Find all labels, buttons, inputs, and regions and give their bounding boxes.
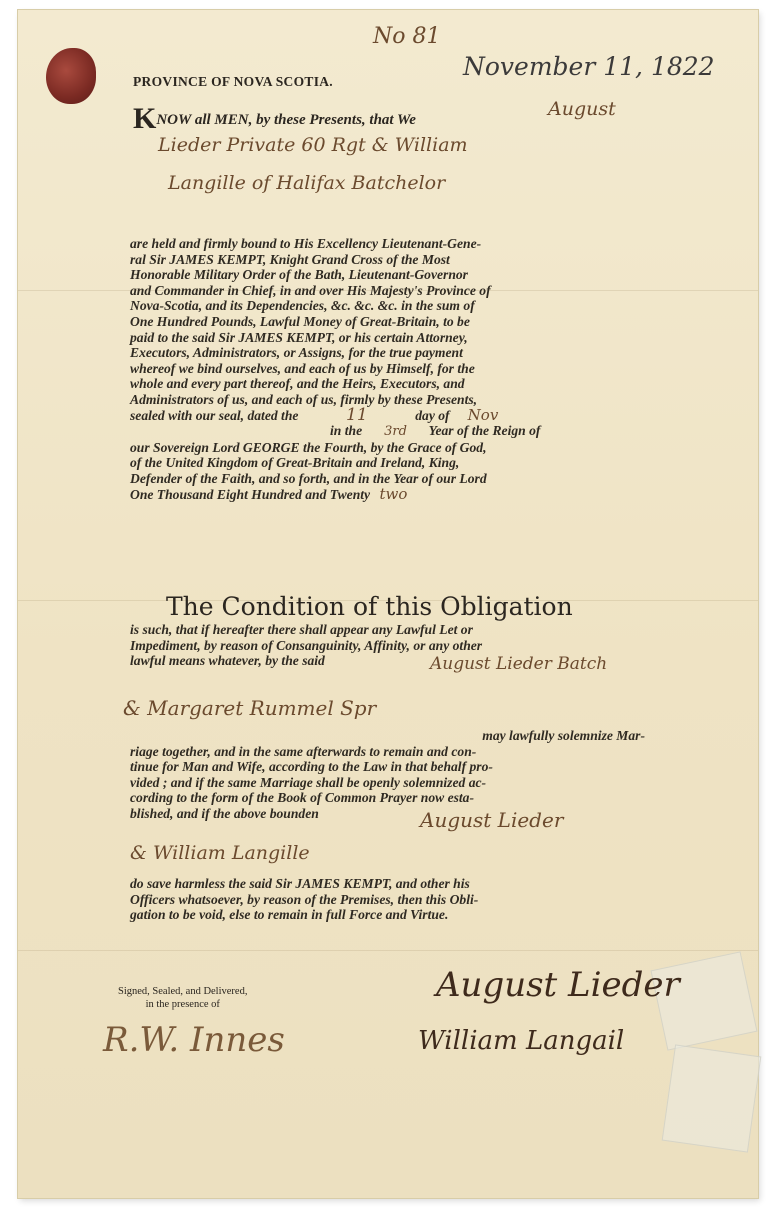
hand-bride: & Margaret Rummel Spr: [123, 696, 377, 720]
condition-line: Officers whatsoever, by reason of the Premises, then this Obli-: [130, 891, 479, 907]
condition-line: riage together, and in the same afterwards to remain and con-: [130, 743, 477, 759]
bond-line: whereof we bind ourselves, and each of us by Himself, for the: [130, 360, 475, 376]
day-of-label: day of: [415, 407, 450, 423]
hand-name-1: August: [548, 98, 616, 120]
wax-seal: [46, 48, 96, 104]
signed-line-2: in the presence of: [145, 999, 220, 1010]
province-title: PROVINCE OF NOVA SCOTIA.: [133, 74, 333, 89]
bond-line: Defender of the Faith, and so forth, and in the Year of our Lord: [130, 470, 487, 486]
hand-name-2: Lieder Private 60 Rgt & William: [158, 134, 468, 156]
condition-line: may lawfully solemnize Mar-: [482, 728, 645, 743]
bond-line: whole and every part thereof, and the Heirs, Executors, and: [130, 376, 465, 392]
hand-groom: August Lieder Batch: [430, 654, 608, 674]
condition-line: is such, that if hereafter there shall appear any Lawful Let or: [130, 622, 473, 637]
condition-line: do save harmless the said Sir JAMES KEMPT, and other his: [130, 876, 470, 891]
hand-month: Nov: [467, 405, 499, 424]
condition-paragraph-3: [130, 876, 645, 923]
condition-line: lawful means whatever, by the said: [130, 653, 325, 669]
condition-line: tinue for Man and Wife, according to the Law in that behalf pro-: [130, 759, 493, 775]
signed-sealed-block: [118, 985, 247, 1011]
drop-cap: K: [133, 102, 157, 135]
document-number: No 81: [373, 24, 441, 49]
bond-paragraph: [130, 236, 645, 502]
bond-line: ral Sir JAMES KEMPT, Knight Grand Cross of the Most: [130, 251, 450, 267]
document-page: [18, 10, 758, 1198]
bond-line: are held and firmly bound to His Excellency Lieutenant-Gene-: [130, 236, 482, 251]
bond-line: of the United Kingdom of Great-Britain and Ireland, King,: [130, 455, 460, 471]
hand-name-3: Langille of Halifax Batchelor: [168, 172, 446, 194]
bond-line: Nova-Scotia, and its Dependencies, &c. &c. &c. in the sum of: [130, 298, 475, 314]
condition-paragraph-2: [130, 728, 645, 822]
know-all-men-line: [133, 102, 416, 136]
signature-william: William Langail: [418, 1026, 625, 1056]
bond-line: Executors, Administrators, or Assigns, for the true payment: [130, 345, 463, 361]
hand-bounden-2: & William Langille: [130, 842, 310, 864]
document-date: November 11, 1822: [463, 52, 715, 81]
witness-signature: R.W. Innes: [103, 1020, 285, 1060]
signed-line-1: Signed, Sealed, and Delivered,: [118, 986, 248, 997]
bond-line: [130, 404, 645, 425]
condition-line: vided ; and if the same Marriage shall be openly solemnized ac-: [130, 774, 487, 790]
bond-line: our Sovereign Lord GEORGE the Fourth, by the Grace of God,: [130, 439, 487, 455]
hand-reign-year: 3rd: [384, 424, 407, 440]
signature-august-lieder: August Lieder: [436, 965, 680, 1005]
hand-bounden-1: August Lieder: [420, 808, 564, 832]
fold-line: [18, 950, 758, 951]
tape-piece: [662, 1044, 762, 1152]
dated-label: sealed with our seal, dated the: [130, 407, 299, 423]
condition-line: cording to the form of the Book of Common Prayer now esta-: [130, 790, 475, 806]
know-text: NOW all MEN, by these Presents, that We: [156, 112, 416, 128]
condition-line: gation to be void, else to remain in full Force and Virtue.: [130, 907, 449, 923]
bond-line: [130, 423, 645, 440]
bond-line: [130, 484, 645, 503]
condition-heading: The Condition of this Obligation: [166, 592, 573, 621]
bond-line: paid to the said Sir JAMES KEMPT, or his certain Attorney,: [130, 329, 468, 345]
bond-line: Administrators of us, and each of us, firmly by these Presents,: [130, 391, 478, 407]
year-label: One Thousand Eight Hundred and Twenty: [130, 486, 371, 502]
condition-line: blished, and if the above bounden: [130, 805, 319, 821]
bond-line: One Hundred Pounds, Lawful Money of Great-Britain, to be: [130, 313, 470, 329]
hand-year: two: [379, 484, 408, 503]
bond-line: and Commander in Chief, in and over His Majesty's Province of: [130, 282, 491, 298]
in-the-label: in the: [330, 423, 363, 439]
reign-label: Year of the Reign of: [428, 423, 541, 439]
bond-line: Honorable Military Order of the Bath, Lieutenant-Governor: [130, 267, 468, 283]
hand-day: 11: [346, 404, 368, 425]
condition-line: Impediment, by reason of Consanguinity, Affinity, or any other: [130, 637, 483, 653]
